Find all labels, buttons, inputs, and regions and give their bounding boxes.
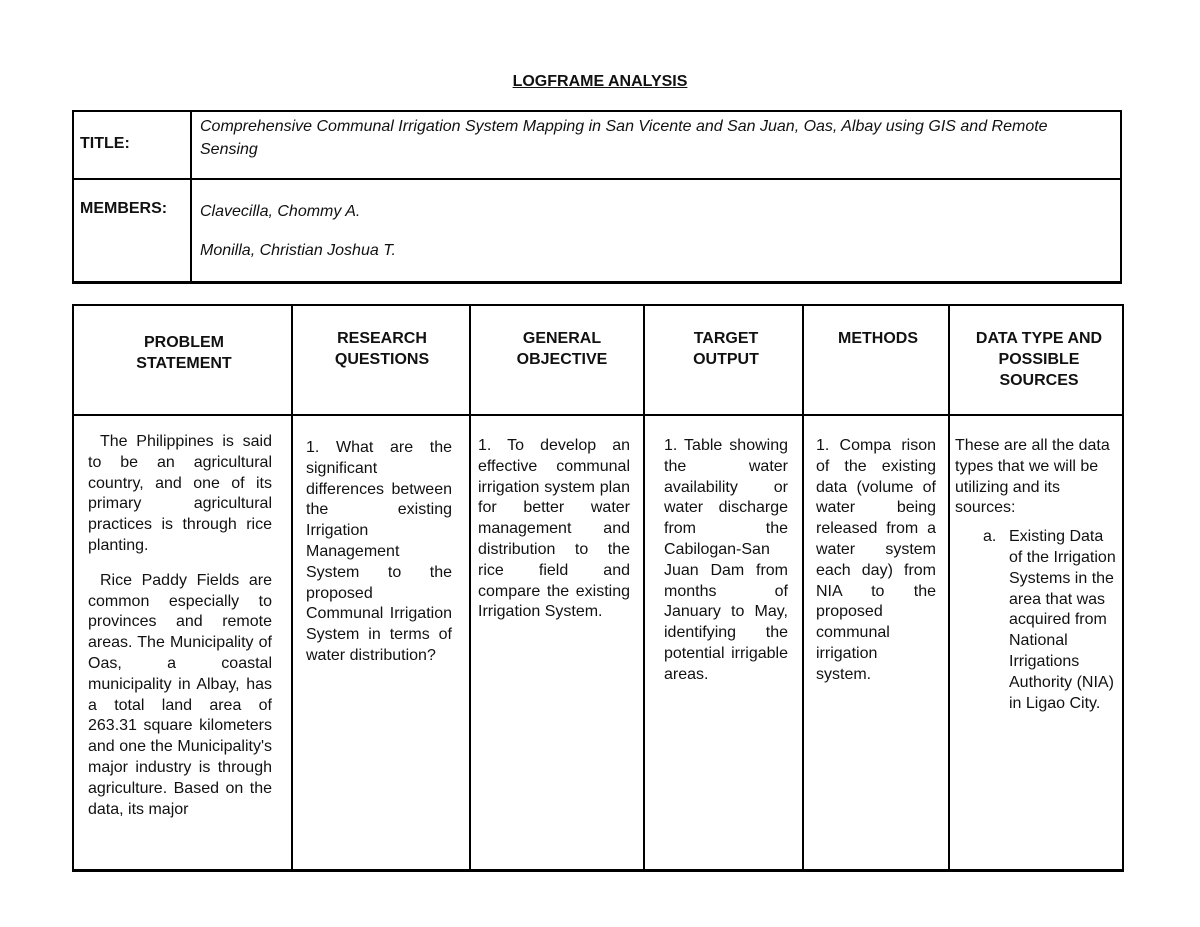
- info-table: [72, 110, 1122, 284]
- info-divider: [190, 112, 192, 178]
- problem-paragraph: Rice Paddy Fields are common especially to provinces and remote areas. The Municipality of Oas, a coastal municipality in Albay, has a total land area of 263.31 square kilometers and one the Municipality's major industry is through agriculture. Based on the data, its major: [88, 571, 272, 818]
- column-divider: [802, 306, 804, 869]
- column-divider: [469, 306, 471, 869]
- methods-cell: 1. Compa rison of the existing data (volume of water being released from a water system each day) from NIA to the proposed communal irrigation system.: [816, 437, 936, 683]
- research-questions-cell: 1. What are the significant differences between the existing Irrigation Management System to the proposed Communal Irrigation System in terms of water distribution?: [306, 439, 452, 664]
- general-objective-cell: 1. To develop an effective communal irrigation system plan for better water management and distribution to the rice field and compare the existing Irrigation System.: [478, 437, 630, 621]
- problem-statement-cell: [88, 432, 272, 820]
- column-divider: [948, 306, 950, 869]
- list-item: [983, 527, 1119, 714]
- header-problem-statement: PROBLEM STATEMENT: [136, 334, 232, 372]
- document-heading: LOGFRAME ANALYSIS: [512, 73, 688, 90]
- target-output-cell: 1. Table showing the water availability or water discharge from the Cabilogan-San Juan Dam from months of January to May, identifying the potential irrigable areas.: [664, 437, 788, 683]
- title-label: TITLE:: [80, 135, 130, 152]
- member-name: Monilla, Christian Joshua T.: [200, 242, 396, 259]
- title-row: [74, 112, 1120, 180]
- info-divider: [190, 180, 192, 281]
- header-data-type-sources: DATA TYPE AND POSSIBLE SOURCES: [975, 330, 1103, 389]
- members-row: [74, 180, 1120, 281]
- column-divider: [643, 306, 645, 869]
- header-general-objective: GENERAL OBJECTIVE: [516, 330, 608, 368]
- member-name: Clavecilla, Chommy A.: [200, 203, 361, 220]
- data-sources-intro: These are all the data types that we will be utilizing and its sources:: [955, 437, 1110, 517]
- header-divider: [74, 414, 1122, 416]
- list-item-text: Existing Data of the Irrigation Systems in the area that was acquired from National Irrigations Authority (NIA) in Ligao City.: [1009, 528, 1116, 712]
- header-methods: METHODS: [838, 330, 918, 347]
- logframe-table: [72, 304, 1124, 872]
- members-label: MEMBERS:: [80, 200, 168, 217]
- problem-paragraph: The Philippines is said to be an agricultural country, and one of its primary agricultural practices is through rice planting.: [88, 433, 272, 554]
- header-target-output: TARGET OUTPUT: [693, 330, 759, 368]
- column-divider: [291, 306, 293, 869]
- header-research-questions: RESEARCH QUESTIONS: [334, 330, 430, 368]
- data-sources-list: [955, 527, 1119, 714]
- data-sources-cell: [955, 436, 1119, 714]
- list-marker: a.: [983, 528, 997, 546]
- title-value: Comprehensive Communal Irrigation System Mapping in San Vicente and San Juan, Oas, Albay using GIS and Remote Sensing: [200, 118, 1048, 158]
